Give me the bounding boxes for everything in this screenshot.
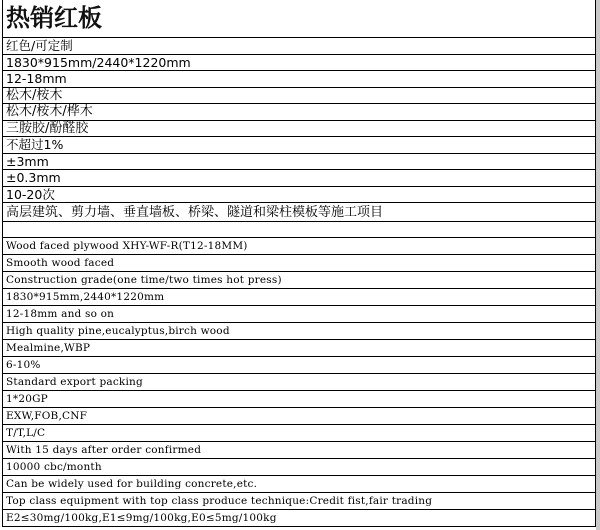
en-row-core: High quality pine,eucalyptus,birch wood [3,323,595,340]
shade-strip [596,0,600,530]
cn-row-wood: 松木/桉木/桦木 [3,104,595,121]
cn-row-reuse: 10-20次 [3,187,595,204]
en-row-delivery: With 15 days after order confirmed [3,442,595,459]
cn-row-usage: 高层建筑、剪力墙、垂直墙板、桥梁、隧道和梁柱模板等施工项目 [3,203,595,222]
en-row-container: 1*20GP [3,391,595,408]
en-row-capacity: 10000 cbc/month [3,459,595,476]
en-row-advantage: Top class equipment with top class produce technique:Credit fist,fair trading [3,493,595,510]
en-row-glue: Mealmine,WBP [3,340,595,357]
en-row-product: Wood faced plywood XHY-WF-R(T12-18MM) [3,238,595,255]
cn-row-tolerance-1: ±3mm [3,154,595,171]
empty-row [3,222,595,238]
cn-row-moisture: 不超过1% [3,137,595,154]
cn-row-color: 红色/可定制 [3,38,595,55]
en-row-size: 1830*915mm,2440*1220mm [3,289,595,306]
en-row-grade: Construction grade(one time/two times hot press) [3,272,595,289]
en-row-terms: EXW,FOB,CNF [3,408,595,425]
table-title: 热销红板 [3,0,595,38]
en-row-payment: T/T,L/C [3,425,595,442]
cn-row-thickness: 12-18mm [3,71,595,88]
cn-row-core: 松木/桉木 [3,88,595,105]
en-row-thickness: 12-18mm and so on [3,306,595,323]
en-row-emission: E2≤30mg/100kg,E1≤9mg/100kg,E0≤5mg/100kg [3,510,595,527]
cn-row-size: 1830*915mm/2440*1220mm [3,55,595,72]
cn-row-tolerance-2: ±0.3mm [3,170,595,187]
cn-row-glue: 三胺胶/酚醛胶 [3,121,595,138]
en-row-packing: Standard export packing [3,374,595,391]
en-row-face: Smooth wood faced [3,255,595,272]
en-row-moisture: 6-10% [3,357,595,374]
en-row-usage: Can be widely used for building concrete,etc. [3,476,595,493]
spec-table [2,0,596,527]
